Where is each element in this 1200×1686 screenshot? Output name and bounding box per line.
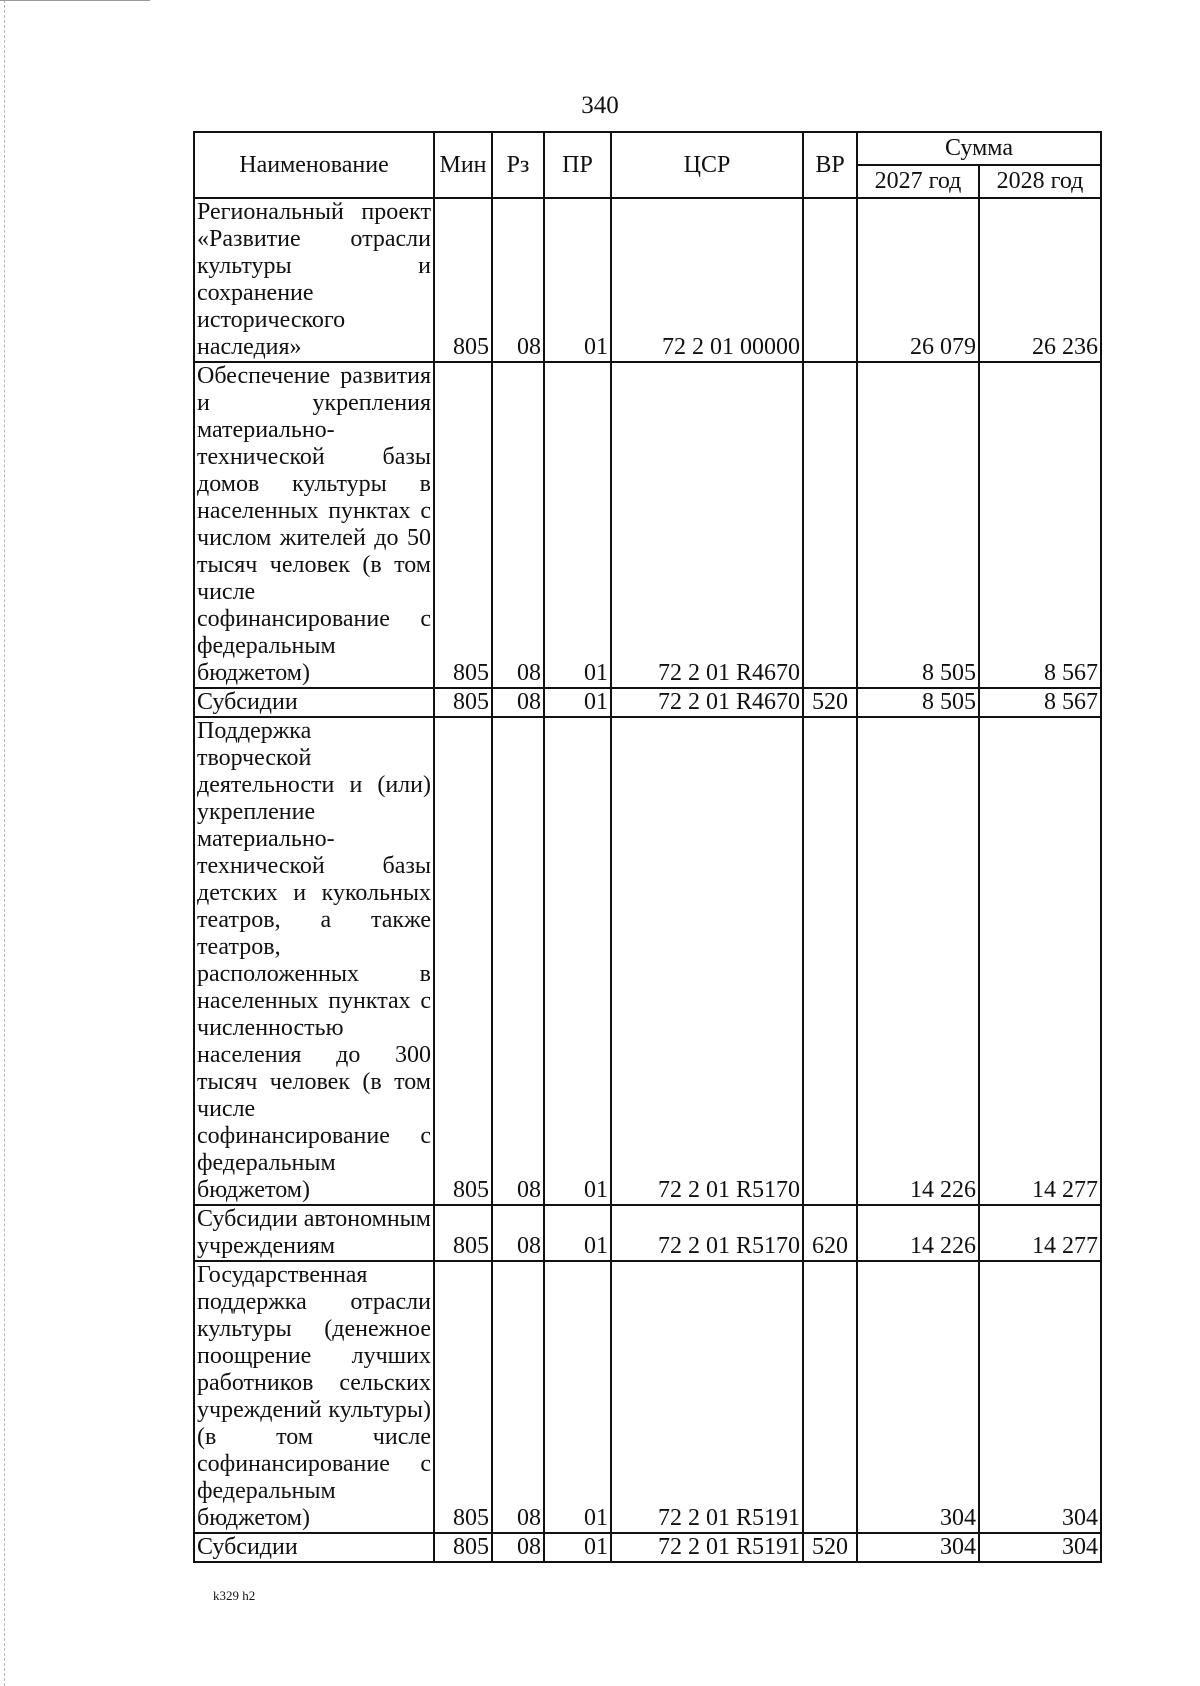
cell-pr: 01 bbox=[544, 717, 611, 1205]
scan-edge-line bbox=[4, 0, 5, 1686]
cell-pr: 01 bbox=[544, 1205, 611, 1261]
header-year-2028: 2028 год bbox=[979, 165, 1101, 198]
cell-sum-2028: 304 bbox=[979, 1261, 1101, 1533]
cell-min: 805 bbox=[434, 198, 492, 362]
cell-sum-2028: 14 277 bbox=[979, 717, 1101, 1205]
cell-sum-2027: 304 bbox=[857, 1261, 979, 1533]
table-row bbox=[194, 688, 1101, 717]
table-row bbox=[194, 362, 1101, 688]
cell-min: 805 bbox=[434, 1205, 492, 1261]
cell-rz: 08 bbox=[492, 717, 544, 1205]
cell-csr: 72 2 01 R5191 bbox=[611, 1533, 803, 1562]
cell-csr: 72 2 01 00000 bbox=[611, 198, 803, 362]
cell-vr bbox=[803, 362, 857, 688]
cell-min: 805 bbox=[434, 688, 492, 717]
cell-rz: 08 bbox=[492, 1205, 544, 1261]
header-vr: ВР bbox=[803, 132, 857, 198]
cell-vr: 520 bbox=[803, 1533, 857, 1562]
header-row-1 bbox=[194, 132, 1101, 165]
cell-sum-2028: 304 bbox=[979, 1533, 1101, 1562]
header-pr: ПР bbox=[544, 132, 611, 198]
cell-csr: 72 2 01 R5191 bbox=[611, 1261, 803, 1533]
cell-min: 805 bbox=[434, 1261, 492, 1533]
cell-sum-2028: 14 277 bbox=[979, 1205, 1101, 1261]
cell-sum-2027: 8 505 bbox=[857, 688, 979, 717]
cell-rz: 08 bbox=[492, 1261, 544, 1533]
cell-pr: 01 bbox=[544, 198, 611, 362]
cell-vr bbox=[803, 1261, 857, 1533]
cell-sum-2028: 26 236 bbox=[979, 198, 1101, 362]
cell-name: Государственная поддержка отрасли культуры (денежное поощрение лучших работников сельских учреждений культуры) (в том числе софинансирование с федеральным бюджетом) bbox=[194, 1261, 434, 1533]
cell-min: 805 bbox=[434, 362, 492, 688]
cell-pr: 01 bbox=[544, 688, 611, 717]
cell-csr: 72 2 01 R5170 bbox=[611, 1205, 803, 1261]
table-row bbox=[194, 198, 1101, 362]
header-name: Наименование bbox=[194, 132, 434, 198]
cell-sum-2027: 8 505 bbox=[857, 362, 979, 688]
table-row bbox=[194, 1533, 1101, 1562]
cell-vr: 620 bbox=[803, 1205, 857, 1261]
cell-name: Субсидии bbox=[194, 688, 434, 717]
cell-vr: 520 bbox=[803, 688, 857, 717]
cell-sum-2027: 14 226 bbox=[857, 1205, 979, 1261]
cell-pr: 01 bbox=[544, 362, 611, 688]
cell-sum-2028: 8 567 bbox=[979, 688, 1101, 717]
cell-name: Субсидии автономным учреждениям bbox=[194, 1205, 434, 1261]
cell-name: Обеспечение развития и укрепления материально-технической базы домов культуры в населенных пунктах с числом жителей до 50 тысяч человек (в том числе софинансирование с федеральным бюджетом) bbox=[194, 362, 434, 688]
header-rz: Рз bbox=[492, 132, 544, 198]
cell-vr bbox=[803, 198, 857, 362]
cell-name: Региональный проект «Развитие отрасли культуры и сохранение исторического наследия» bbox=[194, 198, 434, 362]
cell-sum-2027: 26 079 bbox=[857, 198, 979, 362]
cell-pr: 01 bbox=[544, 1261, 611, 1533]
cell-rz: 08 bbox=[492, 198, 544, 362]
cell-rz: 08 bbox=[492, 1533, 544, 1562]
cell-csr: 72 2 01 R4670 bbox=[611, 362, 803, 688]
table-row bbox=[194, 1205, 1101, 1261]
cell-sum-2027: 304 bbox=[857, 1533, 979, 1562]
table-row bbox=[194, 717, 1101, 1205]
header-min: Мин bbox=[434, 132, 492, 198]
cell-sum-2027: 14 226 bbox=[857, 717, 979, 1205]
cell-sum-2028: 8 567 bbox=[979, 362, 1101, 688]
header-year-2027: 2027 год bbox=[857, 165, 979, 198]
table-body bbox=[194, 198, 1101, 1562]
cell-min: 805 bbox=[434, 1533, 492, 1562]
budget-table bbox=[193, 131, 1102, 1563]
table-row bbox=[194, 1261, 1101, 1533]
cell-min: 805 bbox=[434, 717, 492, 1205]
cell-rz: 08 bbox=[492, 688, 544, 717]
cell-csr: 72 2 01 R5170 bbox=[611, 717, 803, 1205]
header-csr: ЦСР bbox=[611, 132, 803, 198]
cell-rz: 08 bbox=[492, 362, 544, 688]
cell-vr bbox=[803, 717, 857, 1205]
header-sum: Сумма bbox=[857, 132, 1101, 165]
cell-name: Поддержка творческой деятельности и (или) укрепление материально-технической базы детских и кукольных театров, а также театров, расположенных в населенных пунктах с численностью населения до 300 тысяч человек (в том числе софинансирование с федеральным бюджетом) bbox=[194, 717, 434, 1205]
cell-name: Субсидии bbox=[194, 1533, 434, 1562]
cell-pr: 01 bbox=[544, 1533, 611, 1562]
cell-csr: 72 2 01 R4670 bbox=[611, 688, 803, 717]
scan-top-line bbox=[0, 0, 150, 1]
page-number: 340 bbox=[581, 92, 619, 119]
footer-code: k329 h2 bbox=[213, 1588, 256, 1603]
